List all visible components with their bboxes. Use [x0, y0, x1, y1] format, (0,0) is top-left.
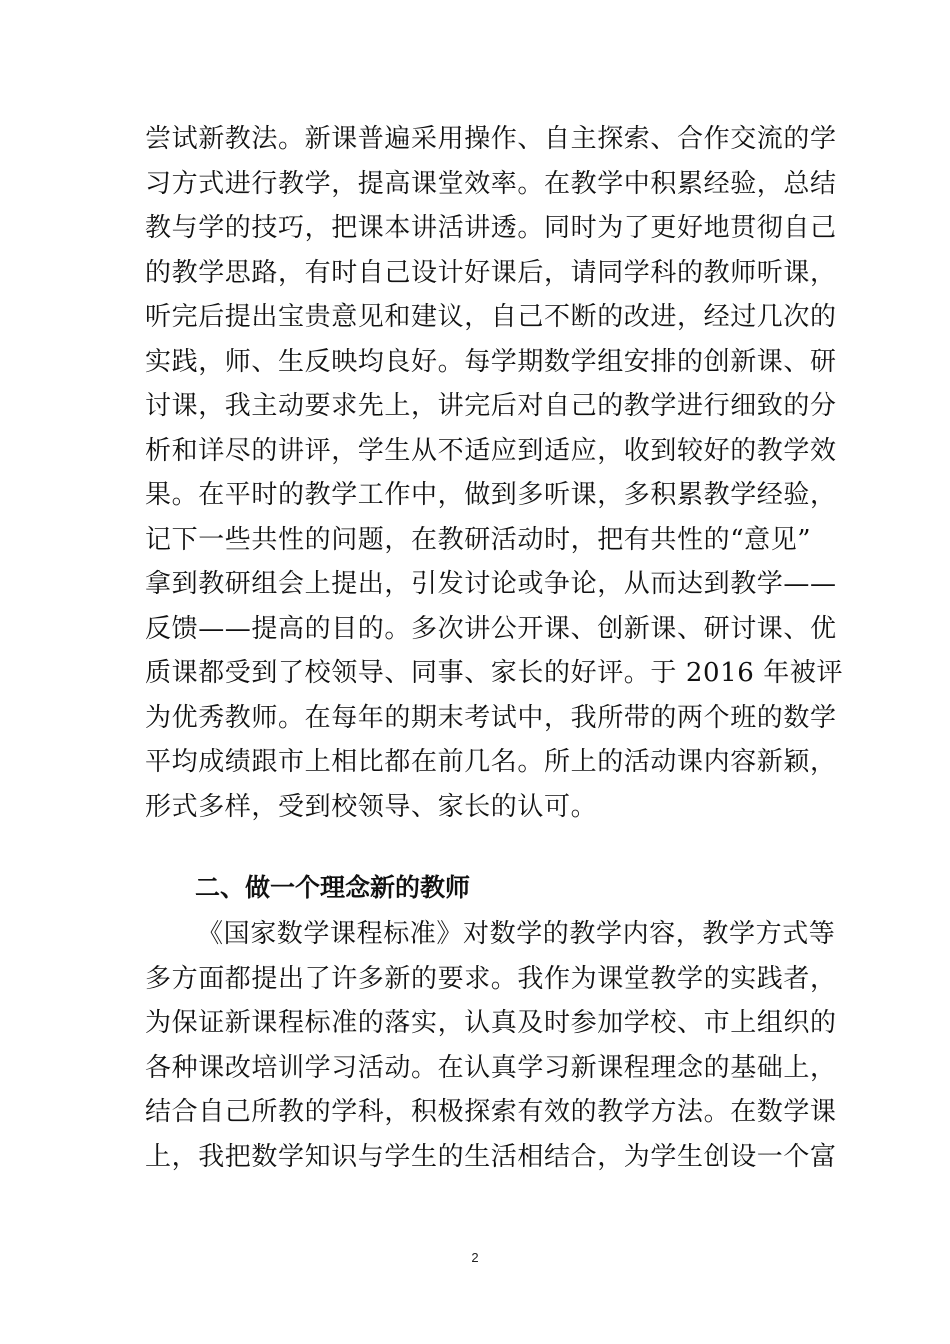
text-line: 上，我把数学知识与学生的生活相结合，为学生创设一个富	[145, 1141, 837, 1172]
text-line: 果。在平时的教学工作中，做到多听课，多积累教学经验，	[145, 480, 837, 510]
text-line: 教与学的技巧，把课本讲活讲透。同时为了更好地贯彻自己	[145, 213, 837, 243]
text-line: 实践，师、生反映均良好。每学期数学组安排的创新课、研	[145, 346, 837, 377]
text-line: 反馈——提高的目的。多次讲公开课、创新课、研讨课、优	[145, 613, 837, 644]
text-line: 平均成绩跟市上相比都在前几名。所上的活动课内容新颖，	[145, 747, 837, 777]
text-line: 多方面都提出了许多新的要求。我作为课堂教学的实践者，	[145, 963, 837, 994]
text-line: 听完后提出宝贵意见和建议，自己不断的改进，经过几次的	[145, 302, 837, 332]
text-line: 结合自己所教的学科，积极探索有效的教学方法。在数学课	[145, 1097, 837, 1127]
text-line: 记下一些共性的问题，在教研活动时，把有共性的“意见”	[145, 524, 812, 555]
text-line: 各种课改培训学习活动。在认真学习新课程理念的基础上，	[145, 1052, 837, 1083]
text-line: 析和详尽的讲评，学生从不适应到适应，收到较好的教学效	[145, 435, 837, 466]
paragraph-2	[145, 912, 837, 1179]
text-line: 尝试新教法。新课普遍采用操作、自主探索、合作交流的学	[145, 124, 837, 154]
text-line: 拿到教研组会上提出，引发讨论或争论，从而达到教学——	[145, 569, 837, 599]
text-line: 质课都受到了校领导、同事、家长的好评。于 2016 年被评	[145, 658, 844, 688]
paragraph-1	[145, 117, 844, 829]
text-line: 形式多样，受到校领导、家长的认可。	[145, 791, 598, 822]
text-line: 为优秀教师。在每年的期末考试中，我所带的两个班的数学	[145, 702, 837, 733]
text-line: 的教学思路，有时自己设计好课后，请同学科的教师听课，	[145, 257, 837, 288]
text-line: 习方式进行教学，提高课堂效率。在教学中积累经验，总结	[145, 168, 837, 199]
page-number: 2	[471, 1250, 479, 1265]
text-line: 为保证新课程标准的落实，认真及时参加学校、市上组织的	[145, 1008, 837, 1038]
text-line: 《国家数学课程标准》对数学的教学内容，教学方式等	[197, 919, 836, 949]
section-heading: 二、做一个理念新的教师	[195, 873, 471, 902]
text-line: 讨课，我主动要求先上，讲完后对自己的教学进行细致的分	[145, 391, 837, 421]
